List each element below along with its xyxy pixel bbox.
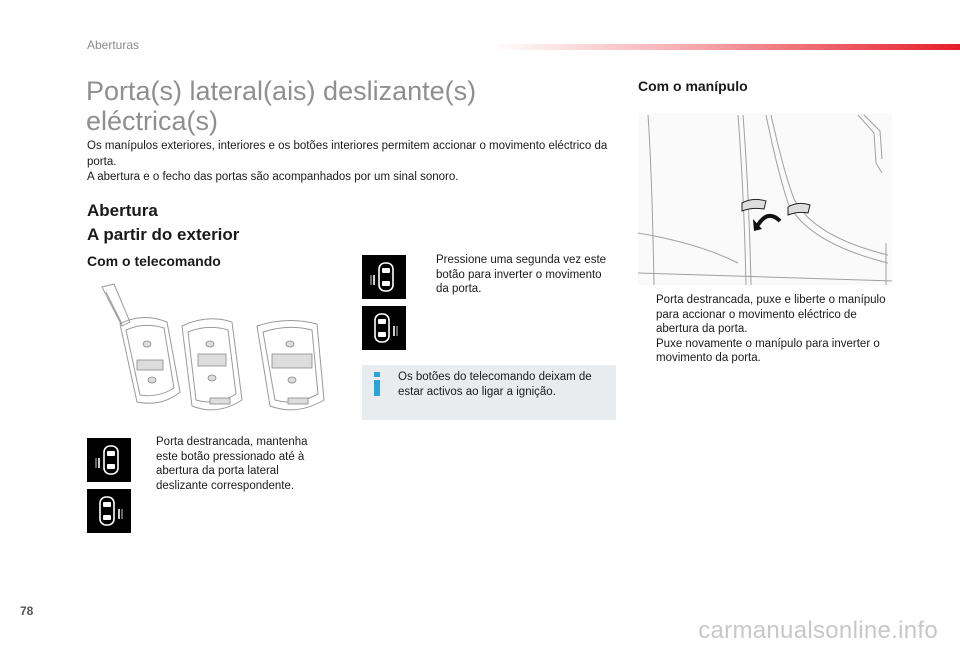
page-title — [86, 76, 526, 136]
bullet-mark — [642, 293, 656, 337]
heading-exterior: A partir do exterior — [87, 225, 240, 244]
page-title-line1: Porta(s) lateral(ais) deslizante(s) — [86, 76, 477, 106]
van-door-handle-illustration — [638, 113, 892, 290]
handle-bullet — [642, 293, 887, 337]
second-press-instruction — [422, 253, 608, 297]
info-icon — [371, 371, 383, 397]
heading-abertura: Abertura — [87, 201, 158, 220]
page-number: 78 — [20, 604, 34, 618]
remote-instruction — [142, 435, 332, 493]
handle-instructions — [642, 293, 887, 366]
remote-key-illustration — [92, 282, 332, 427]
handle-bullet-text: Porta destrancada, puxe e liberte o manípulo para accionar o movimento eléctrico de abertura da porta. — [656, 294, 886, 335]
handle-bullet-text: Puxe novamente o manípulo para inverter o movimento da porta. — [656, 337, 880, 364]
sliding-door-left-icon — [87, 438, 131, 482]
intro-paragraph-1: Os manípulos exteriores, interiores e os botões interiores permitem accionar o movimento eléctrico da porta. — [87, 140, 608, 168]
sliding-door-right-icon — [87, 489, 131, 533]
heading-remote: Com o telecomando — [87, 253, 221, 269]
bullet-mark — [142, 435, 156, 493]
bullet-mark — [642, 337, 656, 366]
header-accent-bar — [490, 44, 960, 50]
watermark: carmanualsonline.info — [698, 617, 938, 644]
page-title-line2: eléctrica(s) — [86, 106, 219, 136]
info-note-box — [362, 365, 616, 420]
sliding-door-right-icon — [362, 306, 406, 350]
intro-paragraph-2: A abertura e o fecho das portas são acompanhados por um sinal sonoro. — [87, 171, 459, 183]
second-press-text: Pressione uma segunda vez este botão para inverter o movimento da porta. — [436, 254, 607, 295]
sliding-door-left-icon — [362, 255, 406, 299]
info-note-text: Os botões do telecomando deixam de estar activos ao ligar a ignição. — [398, 371, 592, 398]
bullet-mark — [422, 253, 436, 297]
remote-instruction-text: Porta destrancada, mantenha este botão pressionado até à abertura da porta lateral deslizante correspondente. — [156, 436, 308, 492]
intro-text — [87, 139, 627, 186]
handle-bullet — [642, 337, 887, 366]
section-label: Aberturas — [87, 38, 140, 52]
heading-handle: Com o manípulo — [638, 78, 748, 94]
